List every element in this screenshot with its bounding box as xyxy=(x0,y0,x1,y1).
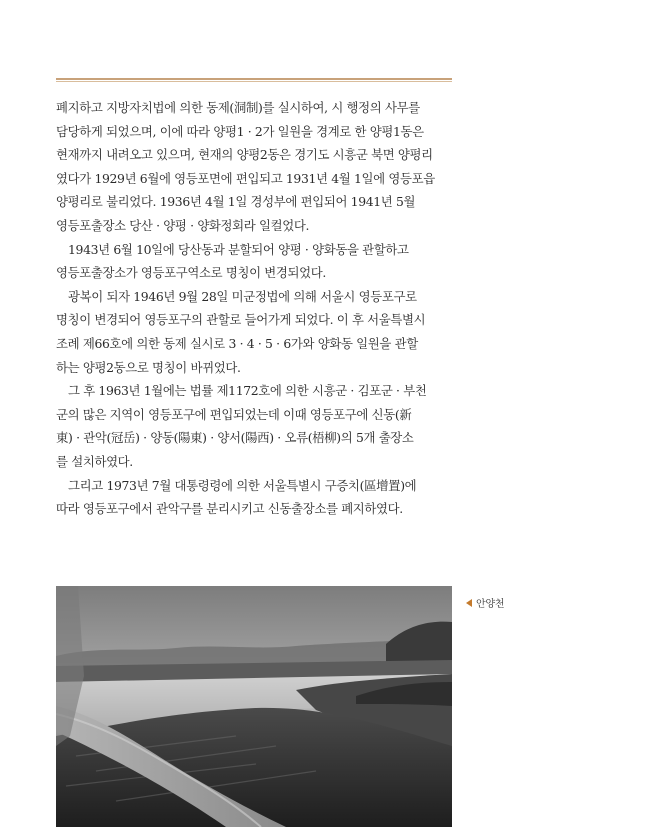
text-line: 군의 많은 지역이 영등포구에 편입되었는데 이때 영등포구에 신동(新 xyxy=(56,406,412,422)
text-line: 양평리로 불리었다. 1936년 4월 1일 경성부에 편입되어 1941년 5월 xyxy=(56,194,416,210)
text-line: 東) · 관악(冠岳) · 양동(陽東) · 양서(陽西) · 오류(梧柳)의 5개 출장소 xyxy=(56,430,414,446)
text-line: 담당하게 되었으며, 이에 따라 양평1 · 2가 일원을 경계로 한 양평1동은 xyxy=(56,123,424,139)
text-line: 명칭이 변경되어 영등포구의 관할로 들어가게 되었다. 이 후 서울특별시 xyxy=(56,312,426,328)
text-line: 였다가 1929년 6월에 영등포면에 편입되고 1931년 4월 1일에 영등포읍 xyxy=(56,170,435,186)
text-line: 따라 영등포구에서 관악구를 분리시키고 신동출장소를 폐지하였다. xyxy=(56,501,403,517)
river-photo xyxy=(56,586,452,827)
text-line: 영등포출장소가 영등포구역소로 명칭이 변경되었다. xyxy=(56,265,326,281)
text-line: 광복이 되자 1946년 9월 28일 미군정법에 의해 서울시 영등포구로 xyxy=(68,288,417,304)
body-text xyxy=(56,96,456,521)
text-line: 조례 제66호에 의한 동제 실시로 3 · 4 · 5 · 6가와 양화동 일원을 관할 xyxy=(56,335,418,351)
photo-caption xyxy=(466,595,504,610)
text-line: 영등포출장소 당산 · 양평 · 양화정회라 일컬었다. xyxy=(56,217,310,233)
text-line: 하는 양평2동으로 명칭이 바뀌었다. xyxy=(56,359,241,375)
text-line: 를 설치하였다. xyxy=(56,453,133,469)
text-line: 그리고 1973년 7월 대통령령에 의한 서울특별시 구증치(區增置)에 xyxy=(68,477,417,493)
river-landscape-photo xyxy=(56,586,452,827)
text-line: 1943년 6월 10일에 당산동과 분할되어 양평 · 양화동을 관할하고 xyxy=(68,241,409,257)
header-divider xyxy=(56,78,452,82)
text-line: 그 후 1963년 1월에는 법률 제1172호에 의한 시흥군 · 김포군 · 부천 xyxy=(68,383,427,399)
left-triangle-icon xyxy=(466,599,472,607)
text-line: 폐지하고 지방자치법에 의한 동제(洞制)를 실시하여, 시 행정의 사무를 xyxy=(56,100,420,115)
text-line: 현재까지 내려오고 있으며, 현재의 양평2동은 경기도 시흥군 북면 양평리 xyxy=(56,147,433,163)
caption-text: 안양천 xyxy=(476,599,505,610)
